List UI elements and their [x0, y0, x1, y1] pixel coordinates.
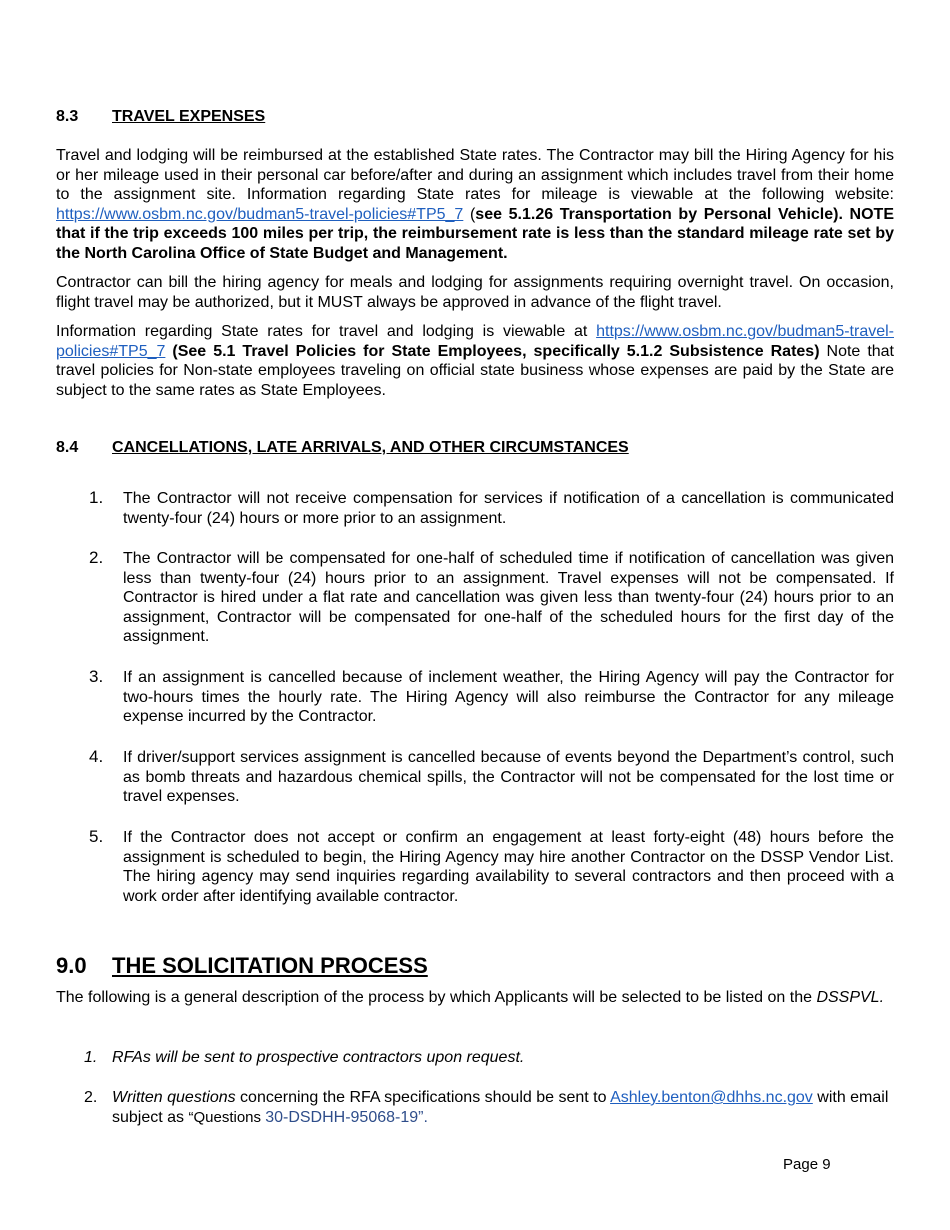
bold-note: see 5.1.26 Transportation by Personal Vehicle). NOTE that if the trip exceeds 100 miles per trip, the reimbursement rate is less than the standard mileage rate set by the North Carolina Office of State Budget and Management. [56, 205, 894, 262]
item-number: 5. [89, 827, 104, 846]
italic-term: DSSPVL. [816, 989, 885, 1006]
email-link[interactable]: Ashley.benton@dhhs.nc.gov [610, 1089, 813, 1106]
item-text: The Contractor will be compensated for one-half of scheduled time if notification of cancellation was given less than twenty-four (24) hours prior to an assignment. Travel expenses will not be compensated. If Contractor is hired under a flat rate and cancellation was given less than twenty-four (24) hours prior to an assignment, Contractor will be compensated for one-half of the scheduled hours for the first day of the assignment. [123, 550, 894, 646]
text: Travel and lodging will be reimbursed at the established State rates. The Contractor may bill the Hiring Agency for his or her mileage used in their personal car before/after and during an assignment which includes travel from their home to the assignment site. Information regarding State rates for mileage is viewable at the following website: [56, 147, 894, 204]
item-number: 2. [84, 1089, 98, 1106]
section-8-3-heading [56, 107, 265, 127]
text: with email subject as [112, 1089, 889, 1126]
list-item [89, 548, 894, 647]
section-title: THE SOLICITATION PROCESS [112, 953, 428, 978]
item-text: If the Contractor does not accept or confirm an engagement at least forty-eight (48) hours before the assignment is scheduled to begin, the Hiring Agency may hire another Contractor on the DSSP Vendor List. The hiring agency may send inquiries regarding availability to several contractors and then proceed with a work order after identifying available contractor. [123, 829, 894, 905]
item-text: If an assignment is cancelled because of inclement weather, the Hiring Agency will pay the Contractor for two-hours times the hourly rate. The Hiring Agency will also reimburse the Contractor for any mileage expense incurred by the Contractor. [123, 669, 894, 726]
travel-paragraph-1 [56, 146, 894, 264]
text: The following is a general description of the process by which Applicants will be selected to be listed on the [56, 989, 817, 1006]
item-text: If driver/support services assignment is cancelled because of events beyond the Department’s control, such as bomb threats and hazardous chemical spills, the Contractor will not be compensated for the lost time or travel expenses. [123, 749, 894, 806]
italic-text: Written questions [112, 1089, 236, 1106]
section-number: 8.4 [56, 439, 79, 456]
item-text: The Contractor will not receive compensation for services if notification of a cancellation is communicated twenty-four (24) hours or more prior to an assignment. [123, 490, 894, 527]
item-text: RFAs will be sent to prospective contractors upon request. [112, 1049, 525, 1066]
section-9-0-heading [56, 953, 428, 979]
text: ( [463, 205, 476, 223]
text: Information regarding State rates for travel and lodging is viewable at [56, 323, 597, 340]
page-number: Page 9 [783, 1156, 831, 1173]
list-item [84, 1048, 894, 1068]
text: Note that travel policies for Non-state employees traveling on official state business whose expenses are paid by the State are subject to the same rates as State Employees. [56, 342, 895, 399]
section-number: 8.3 [56, 108, 79, 125]
travel-paragraph-3 [56, 322, 894, 400]
text: concerning the RFA specifications should be sent to [235, 1089, 611, 1106]
item-number: 2. [89, 548, 104, 567]
list-item [89, 747, 894, 807]
travel-paragraph-2 [56, 273, 894, 312]
text: Contractor can bill the hiring agency for meals and lodging for assignments requiring overnight travel. On occasion, flight travel may be authorized, but it MUST always be approved in advance of the flight travel. [56, 274, 894, 311]
item-number: 3. [89, 667, 104, 686]
solicitation-intro [56, 988, 894, 1008]
list-item [89, 667, 894, 727]
section-title: CANCELLATIONS, LATE ARRIVALS, AND OTHER CIRCUMSTANCES [112, 439, 629, 456]
list-item [89, 827, 894, 906]
section-8-4-heading [56, 438, 629, 458]
item-number: 1. [84, 1049, 98, 1066]
section-title: TRAVEL EXPENSES [112, 108, 266, 125]
mileage-rates-link[interactable]: https://www.osbm.nc.gov/budman5-travel-policies#TP5_7 [56, 205, 464, 223]
text: “Questions [188, 1108, 266, 1126]
item-number: 4. [89, 747, 104, 766]
item-number: 1. [89, 488, 104, 507]
list-item [89, 488, 894, 528]
travel-lodging-rates-link[interactable]: https://www.osbm.nc.gov/budman5-travel-policies#TP5_7 [56, 323, 894, 360]
list-item [84, 1088, 894, 1127]
email-subject: 30-DSDHH-95068-19”. [265, 1108, 428, 1126]
bold-reference: (See 5.1 Travel Policies for State Employees, specifically 5.1.2 Subsistence Rates) [165, 342, 820, 360]
section-number: 9.0 [56, 953, 87, 978]
item-text [112, 1088, 894, 1127]
